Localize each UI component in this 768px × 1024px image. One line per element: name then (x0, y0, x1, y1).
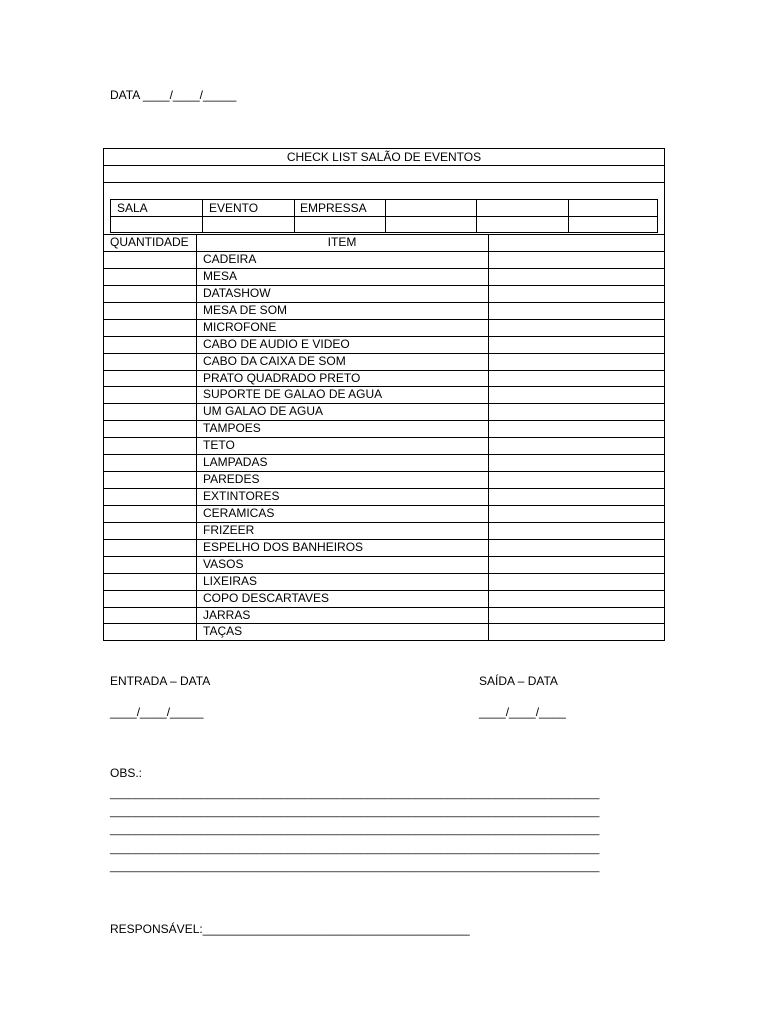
quantity-cell[interactable] (104, 302, 196, 319)
check-cell[interactable] (489, 370, 664, 387)
quantity-cell[interactable] (104, 251, 196, 268)
quantity-cell[interactable] (104, 353, 196, 370)
item-label: MESA (203, 268, 238, 283)
obs-label: OBS.: (110, 766, 143, 780)
table-row (104, 420, 664, 437)
obs-line[interactable]: ________________________________________________________________________________ (110, 824, 600, 836)
check-cell[interactable] (489, 336, 664, 353)
date-field[interactable]: DATA ____/____/_____ (110, 88, 237, 102)
info-header-sala: SALA (117, 201, 148, 215)
item-label: PRATO QUADRADO PRETO (203, 370, 361, 385)
item-label: FRIZEER (203, 522, 255, 537)
table-row (104, 573, 664, 590)
check-cell[interactable] (489, 251, 664, 268)
check-cell[interactable] (489, 353, 664, 370)
quantity-cell[interactable] (104, 420, 196, 437)
quantity-cell[interactable] (104, 268, 196, 285)
quantity-cell[interactable] (104, 573, 196, 590)
check-cell[interactable] (489, 437, 664, 454)
table-row (104, 386, 664, 403)
check-cell[interactable] (489, 539, 664, 556)
table-row (104, 285, 664, 302)
quantity-cell[interactable] (104, 285, 196, 302)
table-row (104, 471, 664, 488)
check-cell[interactable] (489, 505, 664, 522)
item-rows (104, 149, 664, 640)
item-label: CADEIRA (203, 252, 257, 266)
item-label: VASOS (203, 556, 244, 571)
item-label: JARRAS (203, 607, 251, 622)
quantity-cell[interactable] (104, 607, 196, 624)
divider (196, 234, 197, 640)
table-title: CHECK LIST SALÃO DE EVENTOS (286, 150, 482, 164)
quantity-cell[interactable] (104, 556, 196, 573)
check-cell[interactable] (489, 471, 664, 488)
item-label: LAMPADAS (203, 455, 268, 470)
table-row (104, 251, 664, 268)
quantity-cell[interactable] (104, 454, 196, 471)
table-row (104, 454, 664, 471)
check-cell[interactable] (489, 454, 664, 471)
item-label: COPO DESCARTAVES (203, 590, 330, 605)
table-row (104, 403, 664, 420)
quantity-cell[interactable] (104, 505, 196, 522)
check-cell[interactable] (489, 319, 664, 336)
check-cell[interactable] (489, 268, 664, 285)
info-header-evento: EVENTO (209, 201, 259, 215)
item-label: ESPELHO DOS BANHEIROS (203, 539, 364, 554)
entrada-date-field[interactable]: ____/____/_____ (110, 705, 204, 719)
item-label: DATASHOW (203, 285, 271, 300)
check-cell[interactable] (489, 403, 664, 420)
quantity-cell[interactable] (104, 403, 196, 420)
column-header-item: ITEM (327, 235, 357, 249)
check-cell[interactable] (489, 556, 664, 573)
check-cell[interactable] (489, 623, 664, 640)
table-row (104, 590, 664, 607)
table-row (104, 336, 664, 353)
responsavel-field[interactable]: RESPONSÁVEL:________________________________________ (110, 922, 470, 936)
check-cell[interactable] (489, 522, 664, 539)
table-row (104, 522, 664, 539)
obs-line[interactable]: ________________________________________________________________________________ (110, 806, 600, 818)
divider (488, 234, 489, 640)
item-label: TAMPOES (203, 421, 261, 436)
column-header-quantidade: QUANTIDADE (110, 235, 189, 249)
quantity-cell[interactable] (104, 488, 196, 505)
quantity-cell[interactable] (104, 336, 196, 353)
table-row (104, 607, 664, 624)
table-row (104, 488, 664, 505)
obs-line[interactable]: ________________________________________________________________________________ (110, 861, 600, 873)
check-cell[interactable] (489, 420, 664, 437)
item-label: TAÇAS (203, 624, 243, 639)
quantity-cell[interactable] (104, 623, 196, 640)
quantity-cell[interactable] (104, 590, 196, 607)
quantity-cell[interactable] (104, 370, 196, 387)
table-row (104, 437, 664, 454)
saida-label: SAÍDA – DATA (479, 674, 558, 688)
table-row (104, 370, 664, 387)
table-row (104, 302, 664, 319)
table-row (104, 505, 664, 522)
quantity-cell[interactable] (104, 319, 196, 336)
info-header-empressa: EMPRESSA (300, 201, 367, 215)
item-label: CERAMICAS (203, 505, 275, 520)
check-cell[interactable] (489, 386, 664, 403)
table-row (104, 353, 664, 370)
table-row (104, 623, 664, 640)
entrada-label: ENTRADA – DATA (110, 674, 211, 688)
quantity-cell[interactable] (104, 522, 196, 539)
check-cell[interactable] (489, 488, 664, 505)
table-row (104, 556, 664, 573)
item-label: CABO DE AUDIO E VIDEO (203, 336, 350, 351)
quantity-cell[interactable] (104, 437, 196, 454)
obs-line[interactable]: ________________________________________________________________________________ (110, 843, 600, 855)
quantity-cell[interactable] (104, 539, 196, 556)
check-cell[interactable] (489, 302, 664, 319)
table-row (104, 268, 664, 285)
item-label: MESA DE SOM (203, 302, 288, 317)
item-label: MICROFONE (203, 319, 277, 334)
item-label: PAREDES (203, 472, 260, 487)
item-label: LIXEIRAS (203, 573, 258, 588)
item-label: SUPORTE DE GALAO DE AGUA (203, 387, 383, 402)
item-label: EXTINTORES (203, 489, 280, 504)
quantity-cell[interactable] (104, 471, 196, 488)
table-row (104, 319, 664, 336)
table-row (104, 539, 664, 556)
item-label: UM GALAO DE AGUA (203, 404, 324, 419)
obs-line[interactable]: ________________________________________________________________________________ (110, 788, 600, 800)
checklist-table (103, 148, 665, 641)
quantity-cell[interactable] (104, 386, 196, 403)
item-label: CABO DA CAIXA DE SOM (203, 353, 346, 368)
check-cell[interactable] (489, 573, 664, 590)
check-cell[interactable] (489, 590, 664, 607)
check-cell[interactable] (489, 607, 664, 624)
item-label: TETO (203, 438, 235, 453)
check-cell[interactable] (489, 285, 664, 302)
saida-date-field[interactable]: ____/____/____ (479, 705, 566, 719)
